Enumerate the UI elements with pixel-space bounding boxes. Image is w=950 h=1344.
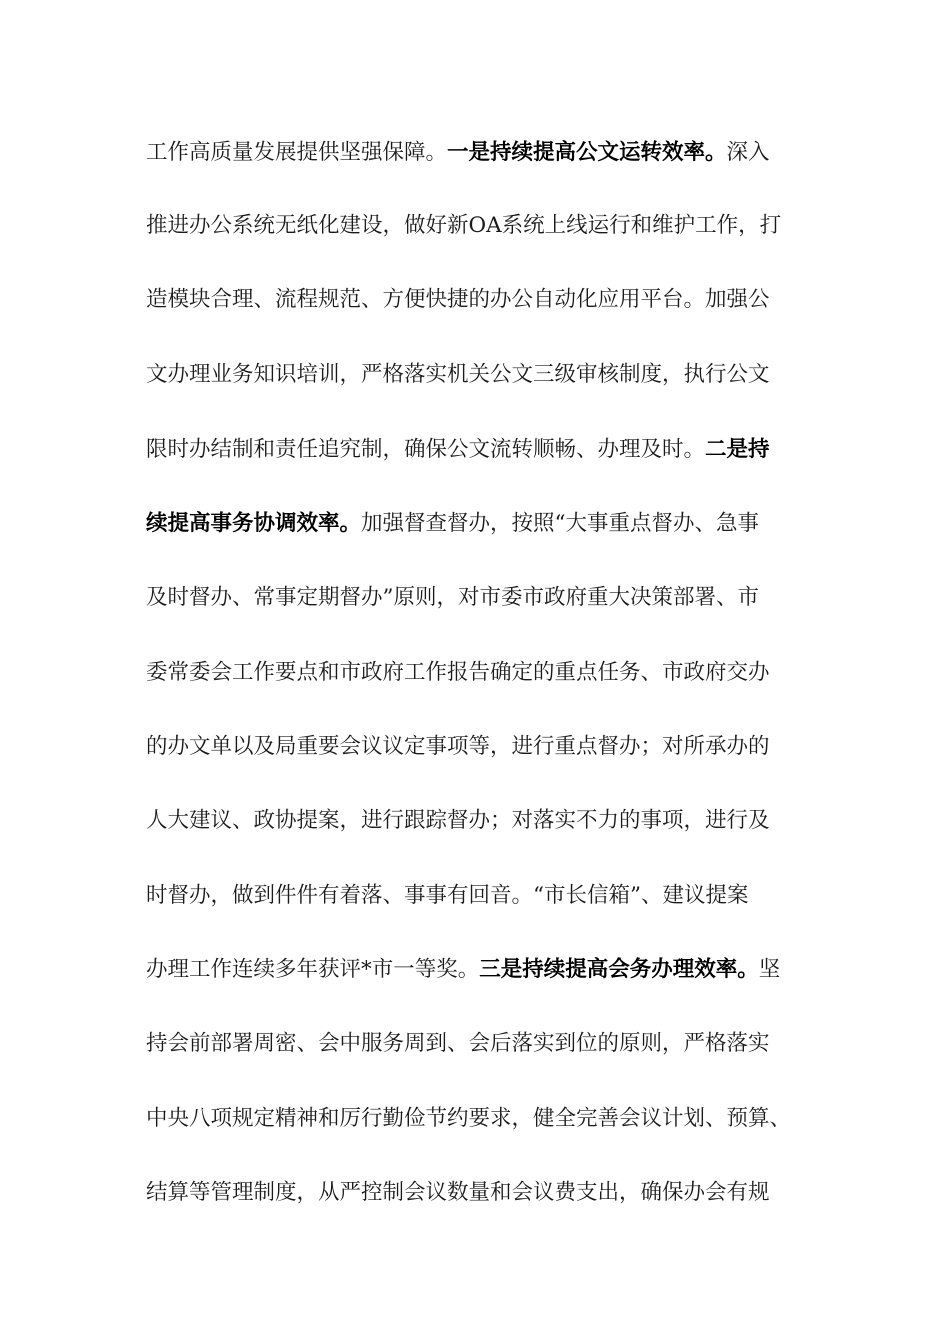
text-run: 造模块合理、流程规范、方便快捷的办公自动化应用平台。加强公 [146,287,770,312]
text-run: 办理工作连续多年获评*市一等奖。 [146,957,480,982]
text-run: 人大建议、政协提案，进行跟踪督办；对落实不力的事项，进行及 [146,808,770,833]
text-run: 及时督办、常事定期督办”原则，对市委市政府重大决策部署、市 [146,585,759,610]
text-run: 深入 [726,140,770,165]
text-run: 加强督查督办，按照“大事重点督办、急事 [361,511,760,536]
bold-heading-run: 一是持续提高公文运转效率。 [447,140,727,165]
paragraph-line [146,280,770,320]
paragraph-line [146,876,749,916]
text-run: 结算等管理制度，从严控制会议数量和会议费支出，确保办会有规 [146,1180,770,1205]
text-run: 委常委会工作要点和市政府工作报告确定的重点任务、市政府交办 [146,660,770,685]
paragraph-line [146,1099,791,1139]
text-run: 的办文单以及局重要会议议定事项等，进行重点督办；对所承办的 [146,734,770,759]
bold-heading-run: 三是持续提高会务办理效率。 [479,957,759,982]
paragraph-line [146,801,770,841]
text-run: 中央八项规定精神和厉行勤俭节约要求，健全完善会议计划、预算、 [146,1106,792,1131]
paragraph-line [146,1024,770,1064]
paragraph-line [146,1173,770,1213]
bold-heading-run: 续提高事务协调效率。 [146,511,362,536]
paragraph-line [146,133,770,173]
text-run: 时督办，做到件件有着落、事事有回音。“市长信箱”、建议提案 [146,883,749,908]
paragraph-line [146,206,781,246]
paragraph-line [146,430,770,470]
text-run: 工作高质量发展提供坚强保障。 [146,140,448,165]
text-run: 文办理业务知识培训，严格落实机关公文三级审核制度，执行公文 [146,362,770,387]
text-run: 限时办结制和责任追究制，确保公文流转顺畅、办理及时。 [146,437,706,462]
paragraph-line [146,355,770,395]
paragraph-line [146,578,759,618]
text-run: 坚 [758,957,781,982]
bold-heading-run: 二是持 [705,437,770,462]
text-run: 推进办公系统无纸化建设，做好新OA系统上线运行和维护工作，打 [146,213,782,238]
paragraph-line [146,653,770,693]
paragraph-line [146,727,770,767]
paragraph-line [146,504,759,544]
paragraph-line [146,950,780,990]
text-run: 持会前部署周密、会中服务周到、会后落实到位的原则，严格落实 [146,1031,770,1056]
